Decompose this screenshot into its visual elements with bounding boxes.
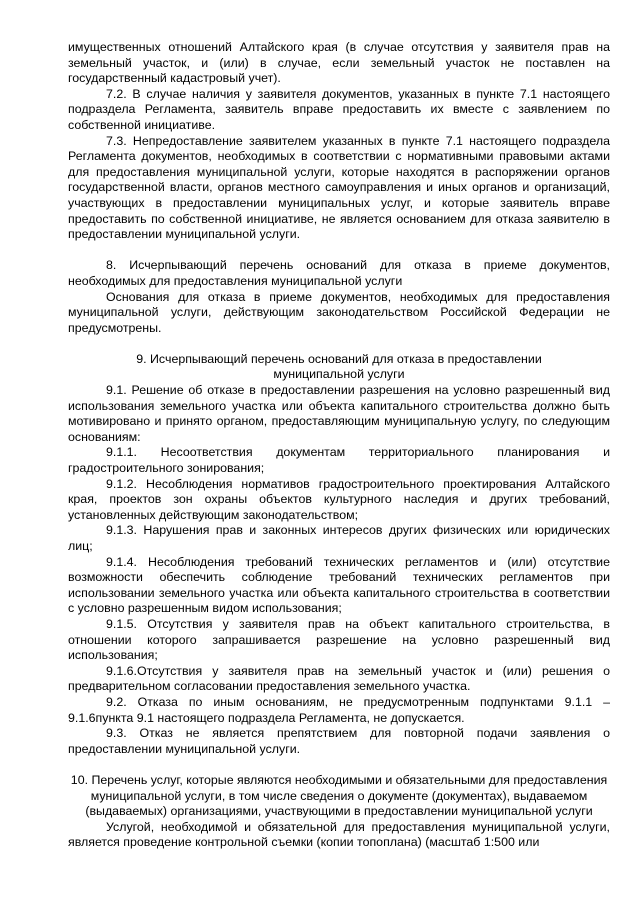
paragraph-7-3: 7.3. Непредоставление заявителем указанных в пункте 7.1 настоящего подраздела Регламента документов, необходимых в соответствии с нормативными правовыми актами для предоставления муниципальной услуги, которые находятся в распоряжении органов государственной власти, органов местного самоуправления и иных органов и организаций, участвующих в предоставлении муниципальных услуг, и которые заявитель вправе предоставить по собственной инициативе, не является основанием для отказа заявителю в предоставлении муниципальной услуги.: [68, 133, 610, 242]
paragraph-intro: имущественных отношений Алтайского края (в случае отсутствия у заявителя прав на земельный участок, и (или) в случае, если земельный участок не поставлен на государственный кадастровый учет).: [68, 40, 610, 86]
heading-section-9: 9. Исчерпывающий перечень оснований для отказа в предоставлении муниципальной услуги: [136, 351, 542, 382]
spacer: [68, 243, 610, 259]
paragraph-9-1-6: 9.1.6.Отсутствия у заявителя прав на земельный участок и (или) решения о предварительном согласовании предоставления земельного участка.: [68, 663, 610, 694]
document-page: [68, 40, 610, 851]
paragraph-8: Основания для отказа в приеме документов, необходимых для предоставления муниципальной услуги, действующим законодательством Российской Федерации не предусмотрены.: [68, 289, 610, 335]
paragraph-10: Услугой, необходимой и обязательной для предоставления муниципальной услуги, является проведение контрольной съемки (копии топоплана) (масштаб 1:500 или: [68, 819, 610, 850]
heading-section-8: 8. Исчерпывающий перечень оснований для отказа в приеме документов, необходимых для предоставления муниципальной услуги: [68, 258, 610, 288]
paragraph-9-2: 9.2. Отказа по иным основаниям, не предусмотренным подпунктами 9.1.1 – 9.1.6пункта 9.1 настоящего подраздела Регламента, не допускается.: [68, 694, 610, 725]
paragraph-7-2: 7.2. В случае наличия у заявителя документов, указанных в пункте 7.1 настоящего подраздела Регламента, заявитель вправе предоставить их вместе с заявлением по собственной инициативе.: [68, 86, 610, 132]
paragraph-9-1-2: 9.1.2. Несоблюдения нормативов градостроительного проектирования Алтайского края, проектов зон охраны объектов культурного наследия и других требований, установленных действующим законодательством;: [68, 476, 610, 522]
paragraph-9-1: 9.1. Решение об отказе в предоставлении разрешения на условно разрешенный вид использования земельного участка или объекта капитального строительства должно быть мотивировано и принято органом, предоставляющим муниципальную услугу, по следующим основаниям:: [68, 383, 610, 444]
paragraph-9-1-5: 9.1.5. Отсутствия у заявителя прав на объект капитального строительства, в отношении которого запрашивается разрешение на условно разрешенный вид использования;: [68, 616, 610, 663]
paragraph-9-1-4: 9.1.4. Несоблюдения требований технических регламентов и (или) отсутствие возможности обеспечить соблюдение требований технических регламентов при использовании земельного участка или объекта капитального строительства в соответствии с условно разрешенным видом использования;: [68, 554, 610, 616]
spacer: [68, 336, 610, 352]
paragraph-9-3: 9.3. Отказ не является препятствием для повторной подачи заявления о предоставлении муниципальной услуги.: [68, 726, 610, 756]
spacer: [68, 757, 610, 773]
paragraph-9-1-3: 9.1.3. Нарушения прав и законных интересов других физических или юридических лиц;: [68, 523, 610, 553]
paragraph-9-1-1: 9.1.1. Несоответствия документам территориального планирования и градостроительного зонирования;: [68, 445, 610, 476]
heading-section-10: 10. Перечень услуг, которые являются необходимыми и обязательными для предоставления муниципальной услуги, в том числе сведения о документе (документах), выдаваемом (выдаваемых) организациями, участвующими в предоставлении муниципальной услуги: [70, 772, 608, 819]
